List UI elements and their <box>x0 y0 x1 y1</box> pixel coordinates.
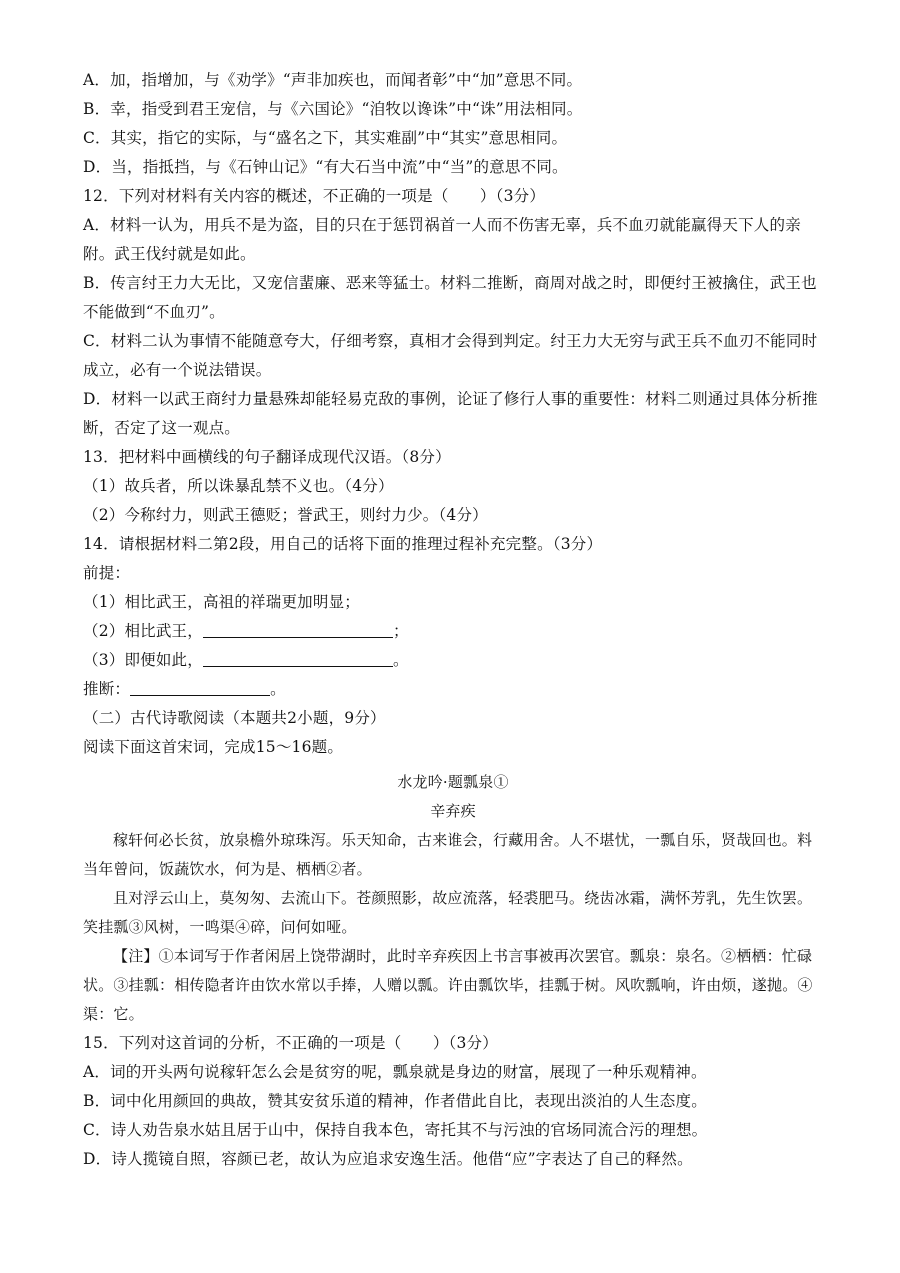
section-intro: 阅读下面这首宋词，完成15～16题。 <box>83 738 344 756</box>
q14-premise-3-suffix: 。 <box>392 651 409 669</box>
poem-title: 水龙吟·题瓢泉① <box>397 773 509 791</box>
poem-notes: 【注】①本词写于作者闲居上饶带湖时，此时辛弃疾因上书言事被再次罢官。瓢泉：泉名。②栖栖：忙碌状。③挂瓢：相传隐者许由饮水常以手捧，人赠以瓢。许由瓢饮毕，挂瓢于树。风吹瓢响，许由烦，遂抛。④渠：它。 <box>83 947 813 1023</box>
q14-blank-3[interactable] <box>203 650 393 667</box>
q14-blank-2[interactable] <box>203 621 393 638</box>
q14-stem: 14．请根据材料二第2段，用自己的话将下面的推理过程补充完整。（3分） <box>83 535 603 553</box>
q15-option-d: D．诗人揽镜自照，容颜已老，故认为应追求安逸生活。他借“应”字表达了自己的释然。 <box>83 1150 693 1168</box>
q15-option-c: C．诗人劝告泉水姑且居于山中，保持自我本色，寄托其不与污浊的官场同流合污的理想。 <box>83 1121 708 1139</box>
q11-option-c: C．其实，指它的实际，与“盛名之下，其实难副”中“其实”意思相同。 <box>83 129 568 147</box>
q11-option-d: D．当，指抵挡，与《石钟山记》“有大石当中流”中“当”的意思不同。 <box>83 158 568 176</box>
q12-option-b: B．传言纣王力大无比，又宠信蜚廉、恶来等猛士。材料二推断，商周对战之时，即便纣王被擒住，武王也不能做到“不血刃”。 <box>83 274 817 321</box>
q13-sentence-1: （1）故兵者，所以诛暴乱禁不义也。（4分） <box>83 477 394 495</box>
q14-inference-suffix: 。 <box>270 680 286 698</box>
q15-option-a: A．词的开头两句说稼轩怎么会是贫穷的呢，瓢泉就是身边的财富，展现了一种乐观精神。 <box>83 1063 707 1081</box>
q14-inference <box>83 675 823 704</box>
q11-option-a: A．加，指增加，与《劝学》“声非加疾也，而闻者彰”中“加”意思不同。 <box>83 71 583 89</box>
poem-stanza-1: 稼轩何必长贫，放泉檐外琼珠泻。乐天知命，古来谁会，行藏用舍。人不堪忧，一瓢自乐，贤哉回也。料当年曾问，饭蔬饮水，何为是、栖栖②者。 <box>83 831 813 878</box>
q12-stem: 12．下列对材料有关内容的概述，不正确的一项是（ ）（3分） <box>83 187 546 205</box>
poem-author: 辛弃疾 <box>430 802 476 820</box>
q11-option-b: B．幸，指受到君王宠信，与《六国论》“洎牧以谗诛”中“诛”用法相同。 <box>83 100 583 118</box>
q12-option-d: D．材料一以武王商纣力量悬殊却能轻易克敌的事例，论证了修行人事的重要性：材料二则通过具体分析推断，否定了这一观点。 <box>83 390 818 437</box>
q12-option-a: A．材料一认为，用兵不是为盗，目的只在于惩罚祸首一人而不伤害无辜，兵不血刃就能赢得天下人的亲附。武王伐纣就是如此。 <box>83 216 801 263</box>
q12-option-c: C．材料二认为事情不能随意夸大，仔细考察，真相才会得到判定。纣王力大无穷与武王兵不血刃不能同时成立，必有一个说法错误。 <box>83 332 818 379</box>
poem-stanza-2: 且对浮云山上，莫匆匆、去流山下。苍颜照影，故应流落，轻裘肥马。绕齿冰霜，满怀芳乳，先生饮罢。笑挂瓢③风树，一鸣渠④碎，问何如哑。 <box>83 889 813 936</box>
q14-premise-3-prefix: （3）即便如此， <box>83 651 203 669</box>
q14-premise-2-prefix: （2）相比武王， <box>83 622 203 640</box>
q14-premise-2 <box>83 617 823 646</box>
q13-sentence-2: （2）今称纣力，则武王德贬；誉武王，则纣力少。（4分） <box>83 506 488 524</box>
q14-premise-1: （1）相比武王，高祖的祥瑞更加明显； <box>83 593 360 611</box>
q15-stem: 15．下列对这首词的分析，不正确的一项是（ ）（3分） <box>83 1034 498 1052</box>
exam-page <box>83 66 823 1174</box>
q14-blank-inference[interactable] <box>130 679 270 696</box>
q14-premise-label: 前提： <box>83 564 131 582</box>
q14-premise-3 <box>83 646 823 675</box>
q15-option-b: B．词中化用颜回的典故，赞其安贫乐道的精神，作者借此自比，表现出淡泊的人生态度。 <box>83 1092 707 1110</box>
q14-premise-2-suffix: ； <box>392 622 409 640</box>
q14-inference-prefix: 推断： <box>83 680 131 698</box>
q13-stem: 13．把材料中画横线的句子翻译成现代汉语。（8分） <box>83 448 451 466</box>
section-heading: （二）古代诗歌阅读（本题共2小题，9分） <box>83 709 386 727</box>
